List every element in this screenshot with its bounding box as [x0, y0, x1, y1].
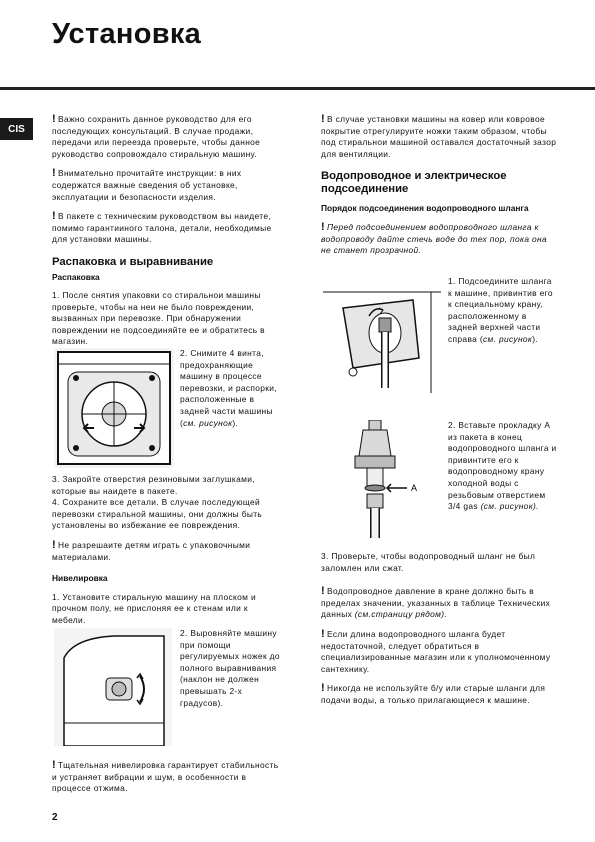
warning-icon: !	[52, 538, 57, 551]
language-tab: CIS	[0, 118, 33, 140]
carpet-warning: ! В случае установки машины на ковер или ковровое покрытие отрегулируите ножки таким образом, чтобы под стиральнoи машиной оставался достаточный зазор для вентиляции.	[321, 113, 557, 159]
machine-back-illustration	[54, 348, 174, 468]
section-heading-connection: Водопроводное и электрическое подсоединение	[321, 170, 507, 195]
unpack-step-3: 3. Закройте отверстия резиновыми заглушками, которые вы наидете в пакете.	[52, 474, 255, 496]
unpack-step-2: 2. Снимите 4 винта, предохраняющие машину в процессе перевозки, и распорки, расположенные в задней части машины (см. рисунок).	[180, 348, 277, 428]
warning-icon: !	[321, 627, 326, 640]
warning-icon: !	[321, 585, 326, 598]
warning-icon: !	[52, 113, 57, 125]
hose-warning: ! Перед подсоединением водопроводного шланга к водопроводу дайте стечь воде до тех пор, пока она не станет прозрачной.	[321, 220, 547, 256]
subheading-unpack: Распаковка	[52, 271, 100, 282]
intro-paragraph-2: ! Внимательно прочитайте инструкции: в них содержатся важные сведения об установке, эксплуатации и безопасности изделия.	[52, 167, 242, 202]
unpack-step-1: 1. После снятия упаковки со стиральнoи машины проверьте, чтобы на неи не было повреждении, вызванных при перевозке. При обнаружении повреждении не подсоединяйте ее и обратитесь в магазин.	[52, 290, 265, 347]
title-rule	[0, 87, 595, 90]
used-hose-warning: ! Никогда не используйте б/у или старые шланги для подачи воды, а только прилагающиеся к машине.	[321, 682, 546, 705]
hose-step-3: 3. Проверьте, чтобы водопроводный шланг не был заломлен или сжат.	[321, 551, 536, 573]
leveling-foot-illustration	[54, 628, 172, 746]
hose-step-2: 2. Вставьте прокладку A из пакета в конец водопроводного шланга и привинтите его к водопроводному крану холодной воды с резьбовым отверстием 3/4 gas (см. рисунок).	[448, 420, 557, 512]
warning-icon: !	[321, 682, 326, 695]
hose-step-1: 1. Подсоедините шланга к машине, привинтив его к специальному крану, расположенному в задней верхней части справа (см. рисунок).	[448, 276, 553, 344]
right-column-top	[321, 114, 557, 265]
level-step-1: 1. Установите стиральную машину на плоском и прочном полу, не прислоняя ее к стенам или к мебели.	[52, 591, 256, 625]
unpack-section	[52, 256, 284, 356]
warning-icon: !	[321, 113, 326, 125]
left-column-intro	[52, 114, 284, 254]
section-heading-unpack: Распаковка и выравнивание	[52, 256, 214, 268]
hose-length-warning: ! Если длина водопроводного шланга будет недостаточной, следует обратиться в специализированные магазин или к уполномоченному сантехнику.	[321, 627, 551, 674]
intro-paragraph-3: ! В пакете с техническим руководством вы наидете, помимо гарантииного талона, детали, необходимые для установки машины.	[52, 210, 272, 245]
level-step-2: 2. Выровняйте машину при помощи регулируемых ножек до полного выравнивания (наклон не должен превышать 2-х градусов).	[180, 628, 280, 708]
pressure-warning: ! Водопроводное давление в кране должно быть в пределах значении, указанных в таблице Технических данных (см.страницу рядом).	[321, 585, 551, 620]
figure-label-a: A	[411, 483, 418, 493]
right-column-bottom	[321, 551, 557, 715]
page-number: 2	[52, 812, 58, 823]
warning-icon: !	[52, 210, 57, 223]
unpack-continued	[52, 474, 284, 635]
intro-paragraph-1: ! Важно сохранить данное руководство для его последующих консультаций. В случае продажи, передачи или переезда проверьте, чтобы данное руководство сопровождало стиральную машину.	[52, 113, 261, 159]
hose-connection-illustration	[323, 278, 441, 393]
warning-icon: !	[321, 220, 326, 233]
tap-gasket-illustration	[323, 420, 441, 538]
warning-icon: !	[52, 759, 57, 771]
level-warning: ! Тщательная нивелировка гарантирует стабильность и устраняет вибрации и шум, в особенности в процессе отжима.	[52, 759, 279, 794]
warning-icon: !	[52, 167, 57, 180]
unpack-step-4: 4. Сохраните все детали. В случае последующей перевозки стиральной машины, они должны быть установлены во избежание ее повреждения.	[52, 497, 263, 531]
subheading-hose: Порядок подсоединения водопроводного шланга	[321, 203, 529, 214]
subheading-leveling: Нивелировка	[52, 573, 108, 584]
page-title: Установка	[52, 18, 202, 50]
unpack-warning: ! Не разрешаите детям играть с упаковочными материалами.	[52, 538, 251, 562]
